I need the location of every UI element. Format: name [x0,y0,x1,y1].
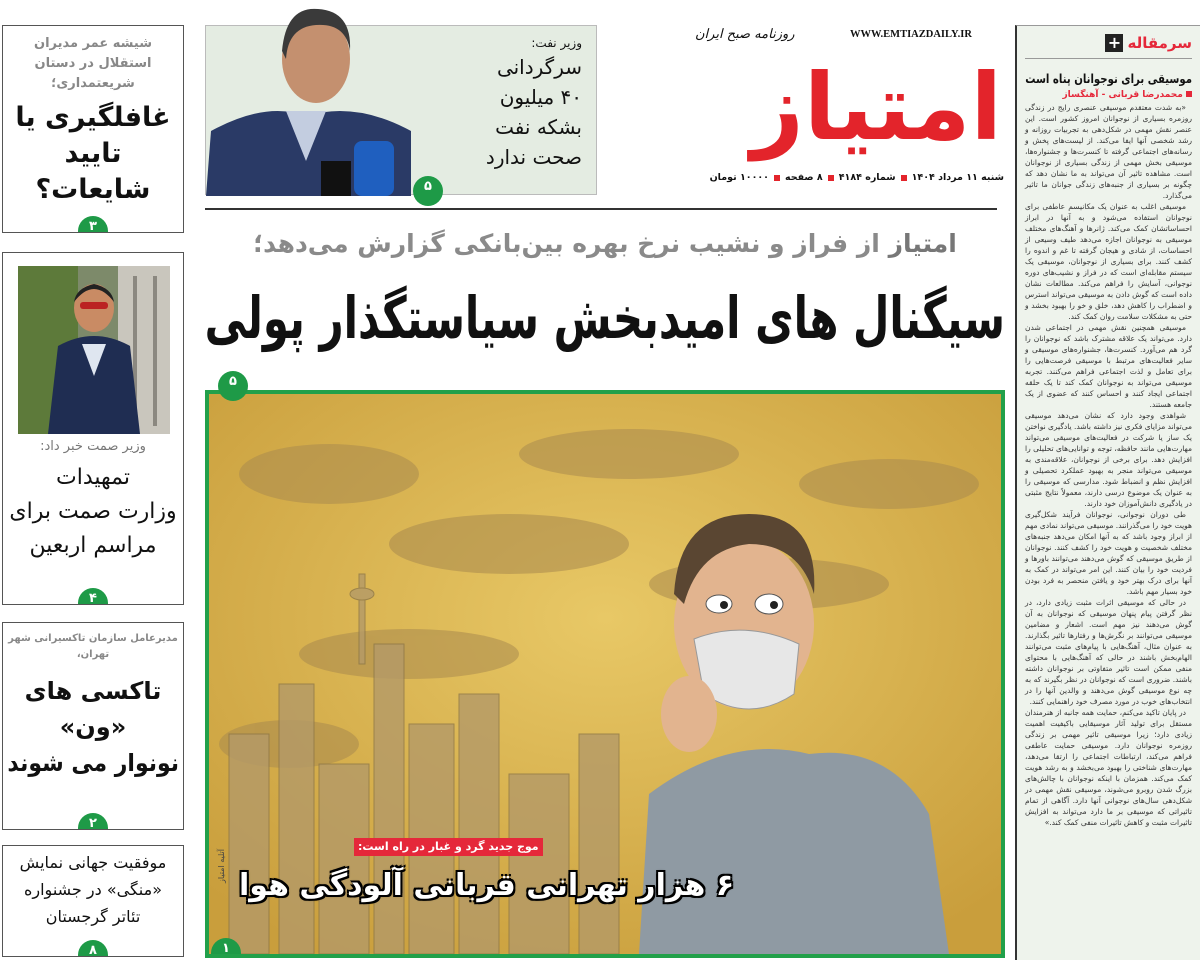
story-kicker: شیشه عمر مدیران استقلال در دستان شریعتمداری؛ [33,36,152,91]
story-kicker: وزیر نفت: [531,36,582,50]
paragraph: «به شدت معتقدم موسیقی عنصری رایج در زندگی روزمره بسیاری از نوجوانان امروز کشور است. این عنصر نقش مهمی در شکل‌دهی به تجربیات روزانه و رشد شخصی آنها ایفا می‌کند. از لیست‌های پخش و رسانه‌های اجتماعی گرفته تا کنسرت‌ها و جشنواره‌ها، موسیقی بخش مهمی از زندگی بسیاری از نوجوانان است. مشاهده تاثیر آن می‌تواند به ما نشان دهد که چگونه بر بسیاری از جنبه‌های زندگی جوانان ما تاثیر می‌گذارد. [1025,103,1192,200]
paragraph: در پایان تاکید می‌کنم، حمایت همه جانبه از هنرمندان مستقل برای تولید آثار موسیقایی باکیفیت اهمیت زیادی دارد؛ زیرا موسیقی تاثیر مهمی بر زندگی روزمره نوجوانان دارد. موسیقی حمایت عاطفی فراهم می‌کند، ارتباطات اجتماعی را ارتقا می‌دهد، مهارت‌های شناختی را بهبود می‌بخشد و به رشد هویت کمک می‌کند. همزمان با اینکه نوجوانان با چالش‌های بزرگ شدن روبرو می‌شوند، موسیقی نقش مهمی در شکل‌دهی سال‌های نوجوانی آنها دارد. آگاهی از تمام تاثیراتی که موسیقی بر ما دارد می‌تواند به افزایش تاثیرات مثبت و کاهش تاثیرات منفی کمک کند.» [1025,708,1192,827]
page-badge: ۳ [78,216,108,233]
editorial-author [1025,90,1192,100]
paragraph: موسیقی اغلب به عنوان یک مکانیسم عاطفی برای نوجوانان استفاده می‌شود و به آنها در ابراز احساساتشان کمک می‌کند. ژانرها و آهنگ‌های مختلف موسیقی به نوجوانان اجازه می‌دهد طیف وسیعی از احساسات، از شادی و هیجان گرفته تا غم و اندوه را کشف کنند. برای بسیاری از نوجوانان، موسیقی یک سیستم مقابله‌ای است که در فراز و نشیب‌های دوره نوجوانی، آسایش را فراهم می‌کند. مطالعات نشان داده است که گوش دادن به موسیقی می‌تواند استرس و اضطراب را کاهش دهد، خلق و خو را بهبود بخشد و حتی به مشکلات سلامت روان کمک کند. [1025,202,1192,321]
headline-line: موفقیت جهانی نمایش [19,853,167,872]
story-headline [7,849,179,930]
page-badge: ۱ [211,938,241,958]
cartoon-headline[interactable]: ۶ هزار تهرانی قربانی آلودگی هوا [239,868,735,903]
divider [205,208,997,210]
story-headline [486,52,582,172]
issue-line [710,172,1004,183]
oil-minister-photo [206,1,411,196]
editorial-title[interactable]: موسیقی برای نوجوانان پناه است [1025,71,1192,86]
section-header [1025,26,1192,59]
tagline: روزنامه صبح ایران [695,27,795,42]
plus-icon: + [1105,34,1123,52]
headline-line: نونوار می شوند [7,749,179,777]
page-count: ۸ صفحه [784,172,823,183]
headline-line: تاکسی های [24,677,162,705]
main-kicker [205,226,1005,262]
left-story-2[interactable] [2,252,184,605]
main-headline-area [205,272,1005,364]
price: ۱۰۰۰۰ تومان [709,172,769,183]
bullet-icon [1186,91,1192,97]
story-kicker: مدیرعامل سازمان تاکسیرانی شهر تهران، [8,633,178,660]
section-title: سرمقاله [1127,34,1192,52]
page-badge: ۲ [78,813,108,830]
masthead-logo: امتیاز [750,54,1002,161]
left-story-1[interactable] [2,25,184,233]
headline-line: مراسم اربعین [29,533,157,558]
headline-line: وزارت صمت برای [9,499,177,524]
paragraph: طی دوران نوجوانی، نوجوانان فرآیند شکل‌گیری هویت خود را می‌گذرانند. موسیقی می‌تواند نمادی مهم از ابراز وجود باشد که به آنها امکان می‌دهد جنبه‌های مختلف شخصیت و هویت خود را کشف کنند. نوجوانان از طریق موسیقی که گوش می‌دهند می‌توانند باورها و فردیت خود را بیان کنند. این امر می‌تواند در کمک به آنها برای درک بهتر خود و یافتن منحصر به فرد بودن خود بسیار مهم باشد. [1025,510,1192,596]
headline-line: «منگی» در جشنواره [24,880,162,899]
top-story[interactable] [205,25,597,195]
headline-line: صحت ندارد [485,145,582,169]
paragraph: شواهدی وجود دارد که نشان می‌دهد موسیقی می‌تواند مزایای فکری نیز داشته باشد. یادگیری نواختن یک ساز یا شرکت در فعالیت‌های موسیقی می‌تواند مهارت‌هایی مانند حافظه، توجه و توانایی‌های تحلیلی را افزایش دهد. برای برخی از نوجوانان، علاقه‌مندی به موسیقی می‌تواند منجر به بهبود عملکرد تحصیلی و افزایش نظم و انضباط شود. مدارسی که موسیقی را به عنوان یک موضوع درسی دارند، معمولاً نتایج مثبتی در یادگیری دانش‌آموزان خود دارند. [1025,411,1192,508]
issue-number: شماره ۴۱۸۴ [838,172,896,183]
page-badge: ۸ [78,940,108,957]
issue-date: شنبه ۱۱ مرداد ۱۴۰۴ [911,172,1004,183]
kicker-brand: امتیاز [888,229,957,258]
headline-line: ۴۰ میلیون [499,85,582,109]
paragraph: موسیقی همچنین نقش مهمی در اجتماعی شدن دارد. می‌تواند یک علاقه مشترک باشد که نوجوانان را گرد هم می‌آورد. کنسرت‌ها، جشنواره‌های موسیقی و سایر فعالیت‌های مرتبط با موسیقی فرصت‌هایی را برای تعامل و لذت اجتماعی فراهم می‌کنند. تجربه موسیقی می‌تواند به نوجوانان کمک کند تا یک حلقه اجتماعی ایجاد کنند و احساس کنند که عضوی از یک جامعه هستند. [1025,323,1192,409]
kicker-text: از فراز و نشیب نرخ بهره بین‌بانکی گزارش می‌دهد؛ [253,229,880,258]
left-story-4[interactable] [2,845,184,957]
headline-line: «ون» [59,713,127,741]
main-headline[interactable]: سیگنال های امیدبخش سیاستگذار پولی [205,284,1005,352]
story-headline [7,673,179,781]
headline-line: بشکه نفت [495,115,582,139]
cartoon-credit: آتلیه امتیاز [217,849,226,883]
author-name: محمدرضا قربانی - آهنگساز [1062,90,1183,100]
page-badge: ۵ [413,176,443,206]
website: WWW.EMTIAZDAILY.IR [850,29,972,40]
headline-line: تمهیدات [56,465,130,490]
minister-photo [18,266,170,434]
story-headline [7,461,179,563]
cartoon[interactable] [205,390,1005,958]
paragraph: در حالی که موسیقی اثرات مثبت زیادی دارد، در نظر گرفتن پیام پنهان موسیقی که نوجوانان به آن گوش می‌دهند نیز مهم است. اشعار و مضامین موسیقی می‌توانند بر نگرش‌ها و رفتارها تاثیر بگذارند. به عنوان مثال، آهنگ‌هایی با پیام‌های مثبت می‌توانند الهام‌بخش باشند در حالی که آهنگ‌هایی با محتوای منفی ممکن است تاثیر متفاوتی بر نوجوانان داشته باشند. ضروری است که نوجوانان در نظر بگیرند که به چه نوع موسیقی گوش می‌دهند و والدین آنها را در انتخاب‌های خوب در مورد مصرف خود راهنمایی کنند. [1025,598,1192,706]
headline-line: سرگردانی [496,55,582,79]
page-badge: ۵ [218,371,248,401]
page-badge: ۴ [78,588,108,605]
headline-line: تئاتر گرجستان [45,907,141,926]
editorial-column [1015,25,1200,960]
cartoon-kicker: موج جدید گرد و غبار در راه است: [354,838,543,856]
editorial-body [1025,102,1192,828]
story-headline: غافلگیری یا تایید شایعات؟ [15,102,171,205]
story-kicker: وزیر صمت خبر داد: [40,439,146,454]
left-story-3[interactable] [2,622,184,830]
